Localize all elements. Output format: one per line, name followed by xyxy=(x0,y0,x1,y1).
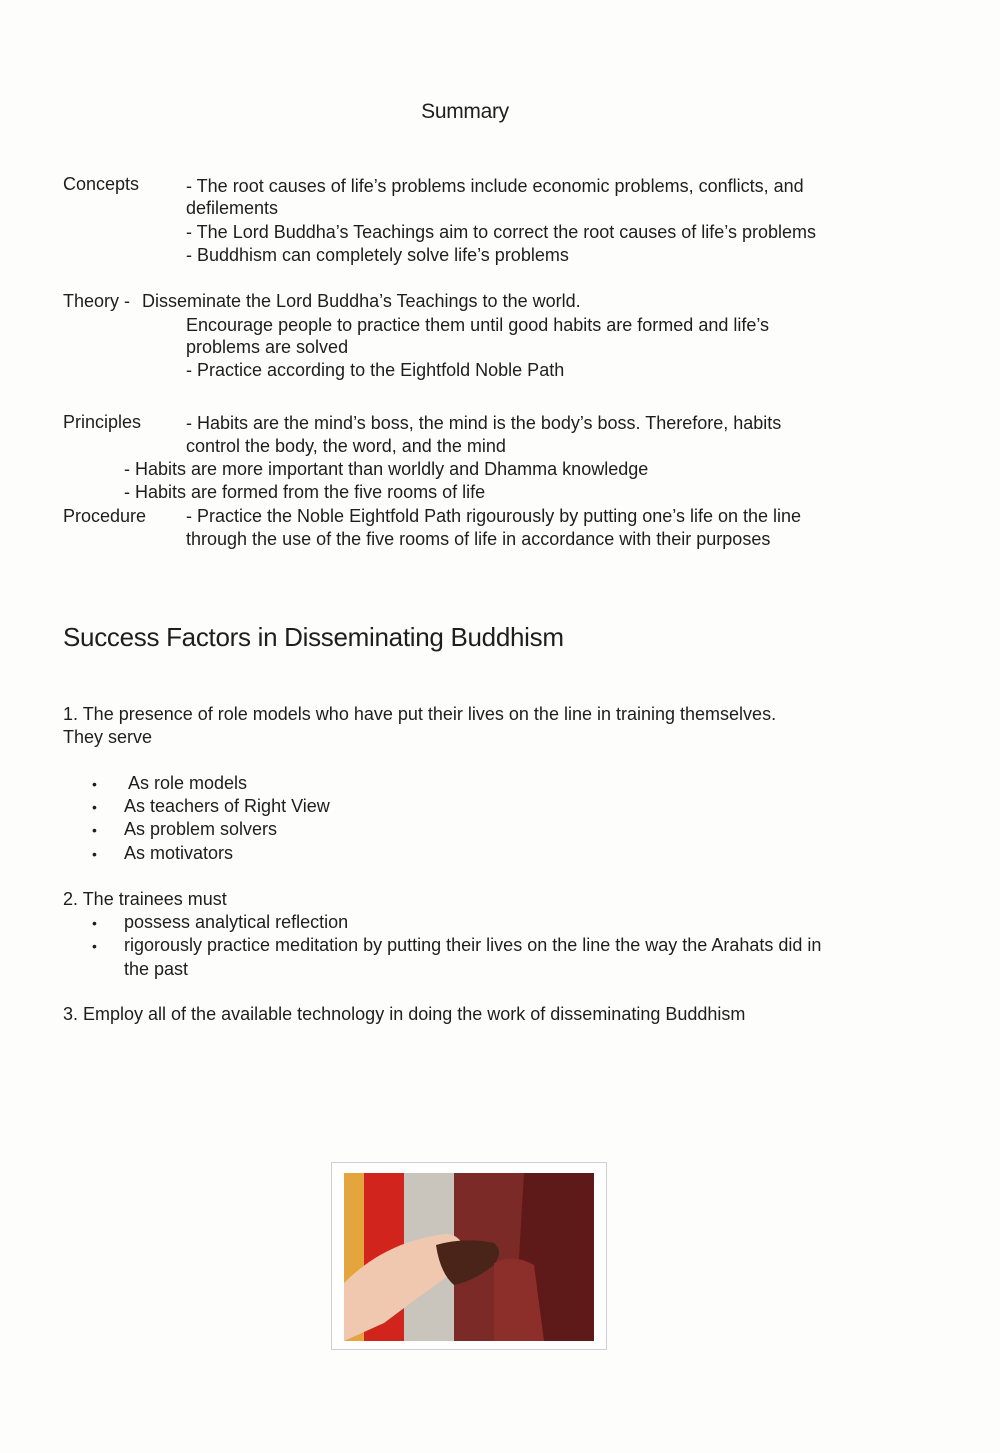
item1-bullet: As role models xyxy=(128,773,248,793)
summary-title: Summary xyxy=(421,100,509,123)
principles-line: - Habits are more important than worldly and Dhamma knowledge xyxy=(124,459,649,479)
item2-line: 2. The trainees must xyxy=(63,889,227,909)
success-factors-heading: Success Factors in Disseminating Buddhism xyxy=(63,622,564,652)
item1-bullet: As teachers of Right View xyxy=(124,796,330,816)
bullet-dot-icon: • xyxy=(92,938,97,954)
concepts-label: Concepts xyxy=(63,174,140,194)
concepts-line: - The Lord Buddha’s Teachings aim to correct the root causes of life’s problems xyxy=(186,222,817,242)
principles-line: - Habits are formed from the five rooms of life xyxy=(124,482,486,502)
bullet-dot-icon: • xyxy=(92,846,97,862)
theory-line: - Practice according to the Eightfold Noble Path xyxy=(186,360,565,380)
item1-line: 1. The presence of role models who have put their lives on the line in training themselves. xyxy=(63,704,777,724)
bullet-dot-icon: • xyxy=(92,799,97,815)
item2-bullet: the past xyxy=(124,959,189,979)
bullet-dot-icon: • xyxy=(92,822,97,838)
concepts-line: - The root causes of life’s problems include economic problems, conflicts, and xyxy=(186,176,804,196)
principles-label: Principles xyxy=(63,412,142,432)
bullet-dot-icon: • xyxy=(92,915,97,931)
principles-line: control the body, the word, and the mind xyxy=(186,436,506,456)
procedure-line: through the use of the five rooms of life in accordance with their purposes xyxy=(186,529,771,549)
procedure-label: Procedure xyxy=(63,506,147,526)
theory-line: problems are solved xyxy=(186,337,349,357)
concepts-line: - Buddhism can completely solve life’s problems xyxy=(186,245,569,265)
item3-line: 3. Employ all of the available technology in doing the work of disseminating Buddhism xyxy=(63,1004,746,1024)
theory-line: Disseminate the Lord Buddha’s Teachings to the world. xyxy=(142,291,581,311)
theory-label: Theory - xyxy=(63,291,131,311)
item1-bullet: As problem solvers xyxy=(124,819,278,839)
procedure-line: - Practice the Noble Eightfold Path rigourously by putting one’s life on the line xyxy=(186,506,802,526)
item1-bullet: As motivators xyxy=(124,843,234,863)
photo-frame xyxy=(331,1162,607,1350)
item1-line: They serve xyxy=(63,727,153,747)
principles-line: - Habits are the mind’s boss, the mind is the body’s boss. Therefore, habits xyxy=(186,413,782,433)
bullet-dot-icon: • xyxy=(92,776,97,792)
item2-bullet: possess analytical reflection xyxy=(124,912,349,932)
item2-bullet: rigorously practice meditation by putting their lives on the line the way the Arahats did in xyxy=(124,935,822,955)
theory-line: Encourage people to practice them until good habits are formed and life’s xyxy=(186,315,770,335)
concepts-line: defilements xyxy=(186,198,279,218)
hands-photo xyxy=(344,1173,594,1341)
hands-illustration xyxy=(344,1173,594,1341)
